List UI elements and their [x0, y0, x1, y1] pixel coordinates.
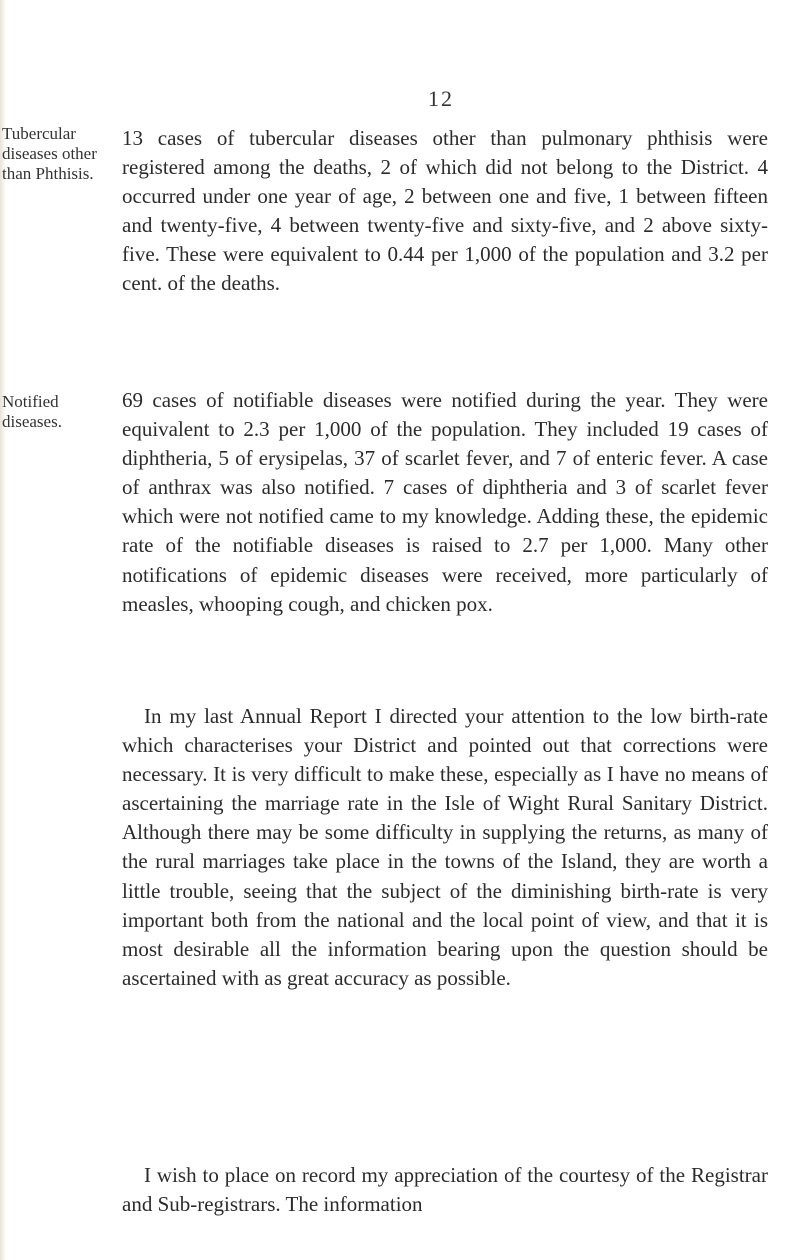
paragraph-acknowledgement: I wish to place on record my appreciation of the courtesy of the Registrar and Sub-registrars. The information [122, 1163, 768, 1217]
margin-note-notified-diseases: Notified diseases. [2, 392, 62, 431]
page-number: 12 [428, 86, 454, 111]
paragraph-notified-diseases: 69 cases of notifiable diseases were notified during the year. They were equivalent to 2.3 per 1,000 of the population. They included 19 cases of diphtheria, 5 of erysipelas, 37 of scarlet fever, and 7 of enteric fever. A case of anthrax was also notified. 7 cases of diphtheria and 3 of scarlet fever which were not notified came to my knowledge. Adding these, the epidemic rate of the notifiable diseases is raised to 2.7 per 1,000. Many other notifications of epidemic diseases were received, more particularly of measles, whooping cough, and chicken pox. [122, 388, 768, 616]
margin-note-tubercular-diseases: Tubercular diseases other than Phthisis. [2, 124, 97, 183]
page-edge-shadow [0, 0, 6, 1260]
paragraph-birth-rate: In my last Annual Report I directed your attention to the low birth-rate which characterises your District and pointed out that corrections were necessary. It is very difficult to make these, especially as I have no means of ascertaining the marriage rate in the Isle of Wight Rural Sanitary District. Although there may be some difficulty in supplying the returns, as many of the rural marriages take place in the towns of the Island, they are worth a little trouble, seeing that the subject of the diminishing birth-rate is very important both from the national and the local point of view, and that it is most desirable all the information bearing upon the question should be ascertained with as great accuracy as possible. [122, 704, 768, 990]
paragraph-tubercular-diseases: 13 cases of tubercular diseases other than pulmonary phthisis were registered among the deaths, 2 of which did not belong to the District. 4 occurred under one year of age, 2 between one and five, 1 between fifteen and twenty-five, 4 between twenty-five and sixty-five, and 2 above sixty-five. These were equivalent to 0.44 per 1,000 of the population and 3.2 per cent. of the deaths. [122, 126, 768, 296]
